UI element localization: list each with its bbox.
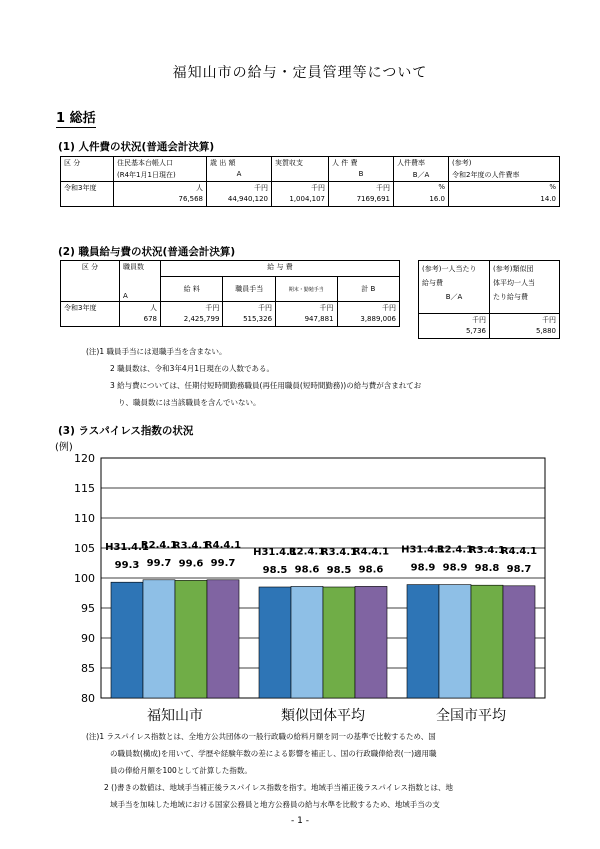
cell: 期末・勤勉手当 (276, 277, 338, 302)
cell: 千円 (272, 182, 329, 195)
cell: 区 分 (61, 261, 120, 302)
row-label: 令和3年度 (61, 182, 114, 195)
cell: 人 件 費 (329, 157, 394, 170)
subsection-2-heading: (2) 職員給与費の状況(普通会計決算) (58, 246, 236, 258)
series-label: R2.4.1 (288, 546, 326, 558)
cell: 実質収支 (272, 157, 329, 170)
bar (439, 585, 471, 698)
note-1: (注)1 職員手当には退職手当を含まない。 (86, 347, 227, 356)
laspeyres-chart (55, 440, 555, 730)
category-label: 全国市平均 (436, 708, 506, 724)
cell: B (329, 169, 394, 182)
cell: 給 与 費 (161, 261, 400, 277)
note-3: 3 給与費については、任期付短時間勤務職員(再任用職員(短時間勤務))の給与費が含まれてお (110, 381, 422, 390)
cell: 千円 (329, 182, 394, 195)
cell: 職員手当 (223, 277, 276, 302)
cell: 14.0 (449, 194, 560, 207)
series-label: R3.4.1 (172, 540, 210, 552)
y-tick-label: 85 (81, 662, 95, 675)
subsection-1-heading: (1) 人件費の状況(普通会計決算) (58, 141, 215, 153)
series-label: R3.4.1 (468, 545, 506, 557)
cell: (参考) (449, 157, 560, 170)
bar (355, 586, 387, 698)
series-label: H31.4.1 (105, 542, 149, 554)
y-tick-label: 110 (74, 512, 95, 525)
cell: 令和2年度の人件費率 (449, 169, 560, 182)
series-label: R2.4.1 (140, 539, 178, 551)
cell: 計 B (337, 277, 399, 302)
bar (323, 587, 355, 698)
page-number: - 1 - (291, 816, 309, 826)
series-label: R4.4.1 (204, 539, 242, 551)
cell: 947,881 (276, 314, 338, 327)
data-label: 98.9 (410, 562, 436, 574)
y-tick-label: 120 (74, 452, 95, 465)
page-title: 福知山市の給与・定員管理等について (172, 65, 428, 81)
cell: 人 (114, 182, 207, 195)
data-label: 99.6 (178, 558, 204, 570)
subsection-3-heading: (3) ラスパイレス指数の状況 (58, 425, 194, 437)
cell: 千円 (161, 302, 223, 315)
cell: 区 分 (61, 157, 114, 170)
data-label: 99.3 (114, 560, 140, 572)
cell: 人 (120, 302, 161, 315)
section-heading: 1 総括 (56, 111, 96, 126)
cell: 職員数 A (120, 261, 161, 302)
series-label: H31.4.1 (401, 544, 445, 556)
cell: (R4年1月1日現在) (114, 169, 207, 182)
cell (61, 169, 114, 182)
data-label: 98.6 (294, 564, 320, 576)
y-tick-label: 90 (81, 632, 95, 645)
data-label: 98.9 (442, 562, 468, 574)
cell: B／A (394, 169, 449, 182)
cell: A (207, 169, 272, 182)
cell: % (449, 182, 560, 195)
cell: 44,940,120 (207, 194, 272, 207)
data-label: 99.7 (146, 557, 172, 569)
cell (61, 194, 114, 207)
cell: 515,326 (223, 314, 276, 327)
note-3-cont: り、職員数には当該職員を含んでいない。 (118, 398, 261, 407)
cell: 人件費率 (394, 157, 449, 170)
per-capita-table (418, 260, 560, 339)
bar (143, 580, 175, 698)
chart-note-2: 2 ()書きの数値は、地域手当補正後ラスパイレス指数を指す。地域手当補正後ラスパイレス指数とは、地 (104, 783, 454, 792)
cell: 678 (120, 314, 161, 327)
cell: 3,889,006 (337, 314, 399, 327)
cell: 給 料 (161, 277, 223, 302)
chart-note-1: (注)1 ラスパイレス指数とは、全地方公共団体の一般行政職の給料月額を同一の基準で比較するため、国 (86, 732, 436, 741)
cell: 16.0 (394, 194, 449, 207)
cell: 千円 (276, 302, 338, 315)
cell: 2,425,799 (161, 314, 223, 327)
category-label: 福知山市 (147, 708, 203, 724)
cell (272, 169, 329, 182)
bar (291, 586, 323, 698)
bar (503, 586, 535, 698)
cell: 千円 (337, 302, 399, 315)
bar (471, 585, 503, 698)
data-label: 98.5 (262, 565, 288, 576)
cell: 歳 出 額 (207, 157, 272, 170)
cell: 千円 (490, 314, 560, 327)
category-label: 類似団体平均 (281, 708, 365, 724)
y-axis-label: (例) (55, 442, 73, 453)
y-tick-label: 115 (74, 482, 95, 495)
cell: % (394, 182, 449, 195)
cell: 5,736 (419, 326, 490, 339)
cell: 5,880 (490, 326, 560, 339)
cell: 1,004,107 (272, 194, 329, 207)
series-label: R2.4.1 (436, 544, 474, 556)
bar (259, 587, 291, 698)
chart-note-2b: 域手当を加味した地域における国家公務員と地方公務員の給与水準を比較するため、地域手当の支 (110, 800, 440, 809)
cell: 千円 (207, 182, 272, 195)
data-label: 98.8 (474, 563, 500, 575)
bar (175, 580, 207, 698)
row-label: 令和3年度 (61, 302, 120, 315)
cell: 住民基本台帳人口 (114, 157, 207, 170)
cell: (参考)一人当たり 給与費 B／A (419, 261, 490, 314)
bar (207, 580, 239, 698)
y-tick-label: 105 (74, 542, 95, 555)
personnel-cost-table (60, 156, 560, 207)
note-2: 2 職員数は、令和3年4月1日現在の人数である。 (110, 364, 274, 373)
data-label: 98.5 (326, 565, 352, 576)
series-label: R4.4.1 (500, 545, 538, 557)
cell: (参考)類似団 体平均一人当 たり給与費 (490, 261, 560, 314)
y-tick-label: 95 (81, 602, 95, 615)
y-tick-label: 80 (81, 692, 95, 705)
data-label: 99.7 (210, 557, 236, 569)
cell: 7169,691 (329, 194, 394, 207)
cell: 千円 (223, 302, 276, 315)
y-tick-label: 100 (74, 572, 95, 585)
series-label: R4.4.1 (352, 546, 390, 558)
cell: 76,568 (114, 194, 207, 207)
series-label: R3.4.1 (320, 547, 358, 558)
chart-note-1b: の職員数(構成)を用いて、学歴や経験年数の差による影響を補正し、国の行政職俸給表(一)適用職 (110, 749, 437, 758)
cell: 千円 (419, 314, 490, 327)
chart-note-1c: 員の俸給月額を100として計算した指数。 (110, 766, 252, 775)
data-label: 98.7 (506, 563, 532, 575)
series-label: H31.4.1 (253, 547, 297, 558)
cell (61, 314, 120, 327)
bar (111, 582, 143, 698)
salary-table (60, 260, 400, 327)
bar (407, 585, 439, 698)
data-label: 98.6 (358, 564, 384, 576)
